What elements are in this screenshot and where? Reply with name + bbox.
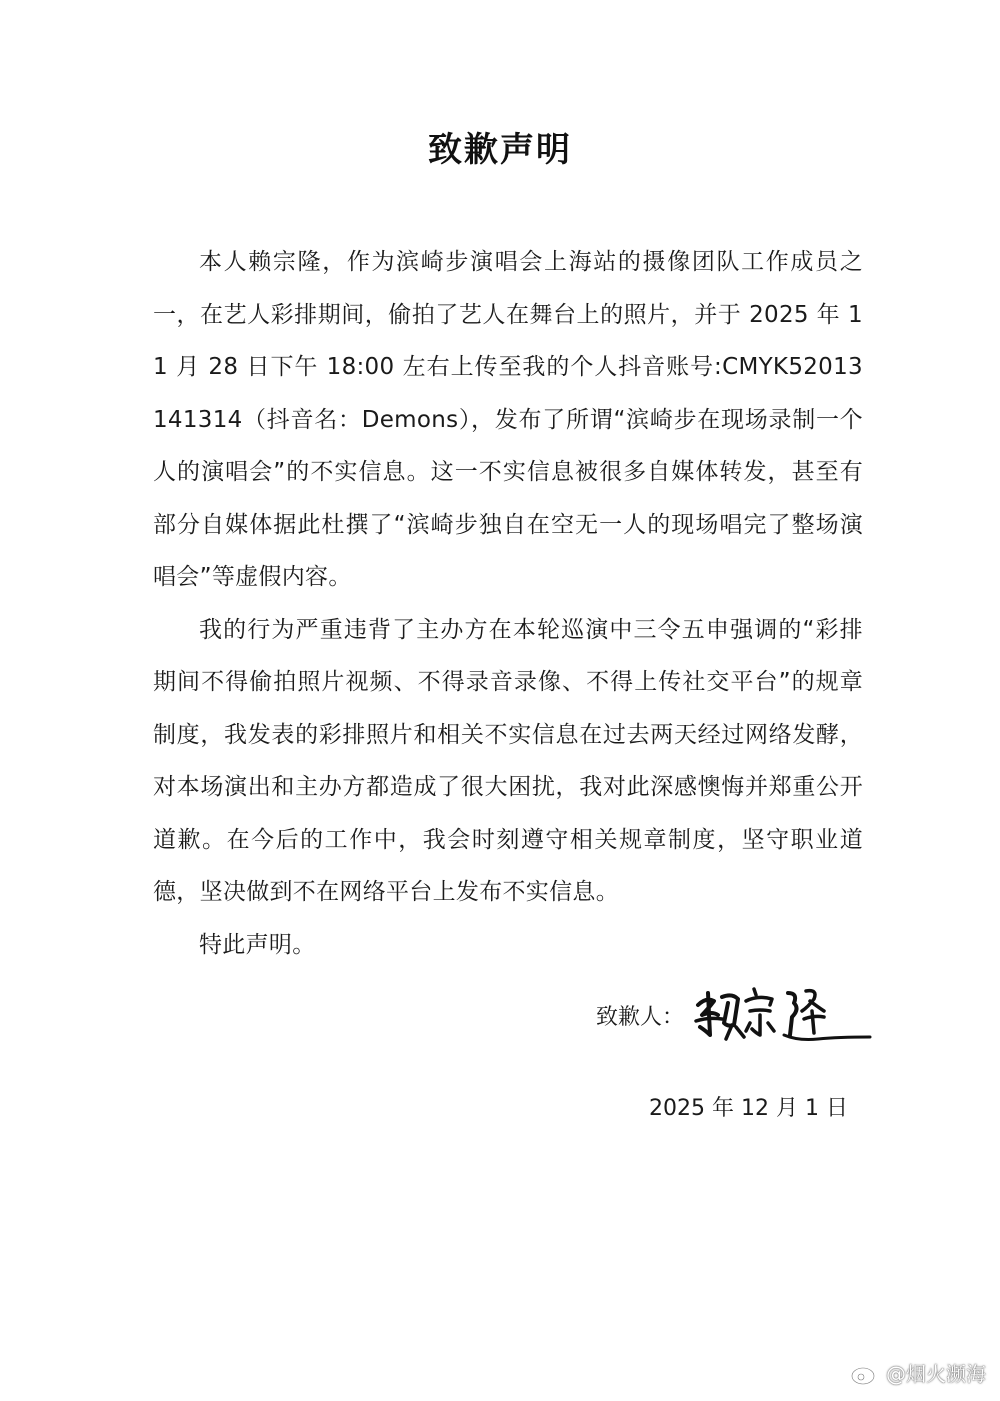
document-body	[153, 236, 863, 971]
weibo-icon	[850, 1360, 880, 1386]
paragraph-2: 我的行为严重违背了主办方在本轮巡演中三令五申强调的“彩排期间不得偷拍照片视频、不得录音录像、不得上传社交平台”的规章制度，我发表的彩排照片和相关不实信息在过去两天经过网络发酵，对本场演出和主办方都造成了很大困扰，我对此深感懊悔并郑重公开道歉。在今后的工作中，我会时刻遵守相关规章制度，坚守职业道德，坚决做到不在网络平台上发布不实信息。	[153, 616, 863, 905]
document-title: 致歉声明	[428, 130, 572, 170]
statement-date: 2025 年 12 月 1 日	[649, 1096, 848, 1121]
signer-label: 致歉人：	[596, 1004, 685, 1030]
handwritten-signature	[688, 975, 874, 1055]
signer-row	[596, 985, 874, 1045]
closing-statement: 特此声明。	[199, 931, 316, 958]
paragraph-1: 本人赖宗隆，作为滨崎步演唱会上海站的摄像团队工作成员之一，在艺人彩排期间，偷拍了艺人在舞台上的照片，并于 2025 年 11 月 28 日下午 18:00 左右上传至我的个人抖音账号:CMYK52013141314（抖音名：Demons），发布了所谓“滨崎步在现场录制一个人的演唱会”的不实信息。这一不实信息被很多自媒体转发，甚至有部分自媒体据此杜撰了“滨崎步独自在空无一人的现场唱完了整场演唱会”等虚假内容。	[153, 249, 863, 590]
weibo-watermark	[850, 1358, 986, 1387]
watermark-text: @烟火濒海	[886, 1362, 986, 1386]
